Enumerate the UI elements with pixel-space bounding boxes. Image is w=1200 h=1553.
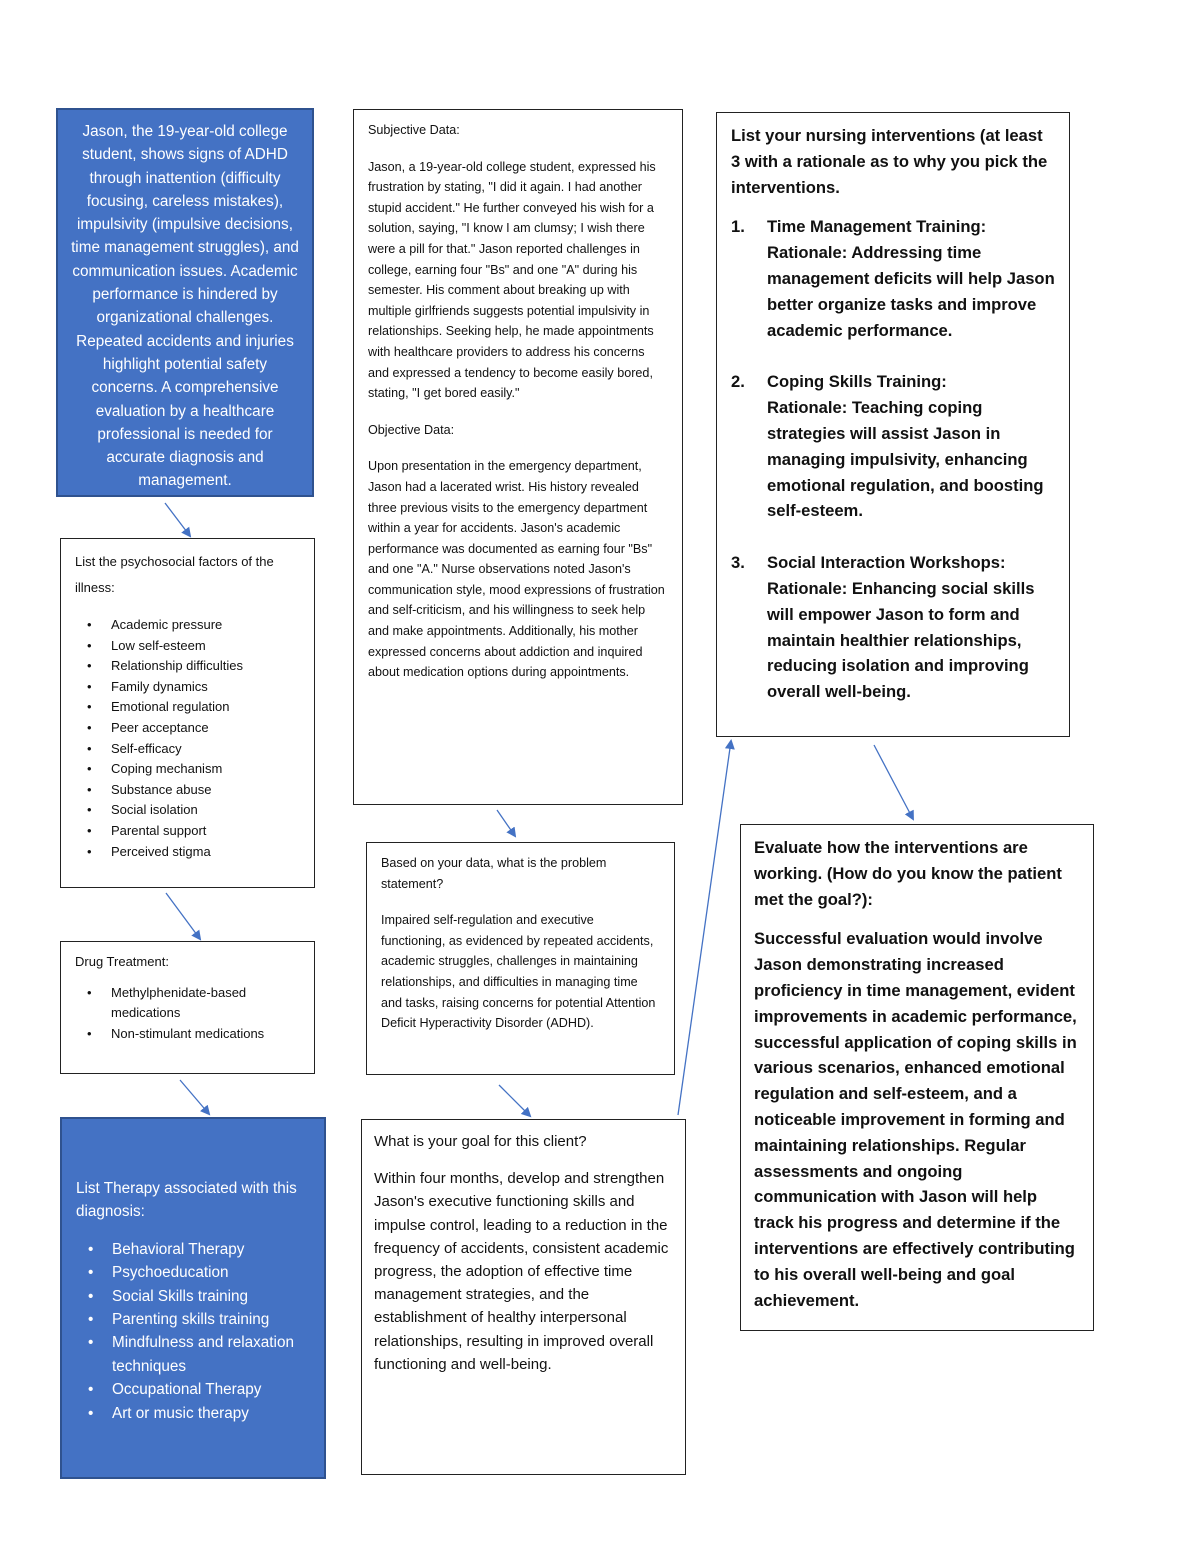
list-item: • Occupational Therapy xyxy=(76,1378,310,1401)
psychosocial-factors-box xyxy=(60,538,315,888)
assessment-data-box xyxy=(353,109,683,805)
list-item: • Relationship difficulties xyxy=(75,656,300,677)
arrow-problem-to-goal xyxy=(499,1085,530,1116)
list-item: • Social Skills training xyxy=(76,1285,310,1308)
goal-box xyxy=(361,1119,686,1475)
intervention-rationale: Rationale: Addressing time management deficits will help Jason better organize tasks and improve academic performance. xyxy=(767,243,1055,340)
arrow-factors-to-drug xyxy=(166,893,200,939)
intervention-title: Coping Skills Training: xyxy=(767,372,947,392)
drug-heading: Drug Treatment: xyxy=(75,954,169,969)
list-item: • Coping mechanism xyxy=(75,759,300,780)
interventions-heading: List your nursing interventions (at least 3 with a rationale as to why you pick the interventions. xyxy=(731,126,1048,197)
arrow-drug-to-therapy xyxy=(180,1080,209,1114)
list-item xyxy=(731,214,1055,343)
subjective-heading: Subjective Data: xyxy=(368,123,460,137)
factors-list xyxy=(75,615,300,862)
list-item: • Non-stimulant medications xyxy=(75,1024,300,1045)
list-item xyxy=(731,550,1055,705)
evaluation-question: Evaluate how the interventions are working. (How do you know the patient met the goal?): xyxy=(754,838,1062,909)
list-item xyxy=(731,369,1055,524)
evaluation-box xyxy=(740,824,1094,1331)
therapy-list xyxy=(76,1238,310,1425)
list-item: • Social isolation xyxy=(75,800,300,821)
therapy-box xyxy=(60,1117,326,1479)
goal-question: What is your goal for this client? xyxy=(374,1133,587,1150)
list-item: • Family dynamics xyxy=(75,677,300,698)
intervention-number: 1. xyxy=(731,217,745,237)
list-item: • Emotional regulation xyxy=(75,697,300,718)
problem-statement-box xyxy=(366,842,675,1075)
list-item: • Academic pressure xyxy=(75,615,300,636)
arrow-data-to-problem xyxy=(497,810,515,836)
arrow-interventions-to-evaluation xyxy=(874,745,913,819)
objective-text: Upon presentation in the emergency department, Jason had a lacerated wrist. His history revealed three previous visits to the emergency department within a year for accidents. Jason's academic performance was documented as earning four "Bs" and one "A." Nurse observations noted Jason's communication style, mood expressions of frustration and self-criticism, and his willingness to seek help and make appointments. Additionally, his mother expressed concerns about addiction and inquired about medication options during appointments. xyxy=(368,459,665,680)
intervention-rationale: Rationale: Enhancing social skills will empower Jason to form and maintain healthier relationships, reducing isolation and improving overall well-being. xyxy=(767,578,1035,702)
intervention-number: 3. xyxy=(731,553,745,573)
problem-answer: Impaired self-regulation and executive functioning, as evidenced by repeated accidents, academic struggles, challenges in maintaining relationships, and difficulties in managing time and tasks, raising concerns for potential Attention Deficit Hyperactivity Disorder (ADHD). xyxy=(381,913,656,1031)
list-item: • Perceived stigma xyxy=(75,842,300,863)
intervention-title: Social Interaction Workshops: xyxy=(767,553,1006,573)
factors-heading: List the psychosocial factors of the illness: xyxy=(75,554,274,595)
drug-list xyxy=(75,983,300,1045)
list-item: • Psychoeducation xyxy=(76,1261,310,1284)
list-item: • Mindfulness and relaxation techniques xyxy=(76,1331,310,1378)
arrow-summary-to-factors xyxy=(165,503,190,536)
evaluation-answer: Successful evaluation would involve Jason demonstrating increased proficiency in time management, evident improvements in academic performance, successful application of coping skills in various scenarios, enhanced emotional regulation and self-esteem, and a noticeable improvement in forming and maintaining relationships. Regular assessments and ongoing communication with Jason will help track his progress and determine if the interventions are effectively contributing to his overall well-being and goal achievement. xyxy=(754,929,1077,1310)
list-item: • Art or music therapy xyxy=(76,1402,310,1425)
list-item: • Parental support xyxy=(75,821,300,842)
intervention-rationale: Rationale: Teaching coping strategies will assist Jason in managing impulsivity, enhancing emotional regulation, and boosting self-esteem. xyxy=(767,398,1044,521)
drug-treatment-box xyxy=(60,941,315,1074)
list-item: • Parenting skills training xyxy=(76,1308,310,1331)
subjective-text: Jason, a 19-year-old college student, expressed his frustration by stating, "I did it again. I had another stupid accident." He further conveyed his wish for a solution, saying, "I know I am clumsy; I wish there were a pill for that." Jason reported challenges in college, earning four "Bs" and one "A" during his semester. His comment about breaking up with multiple girlfriends suggests potential impulsivity in relationships. Seeking help, he made appointments with healthcare providers to address his concerns and expressed a tendency to become easily bored, stating, "I get bored easily." xyxy=(368,159,656,401)
list-item: • Self-efficacy xyxy=(75,739,300,760)
summary-box xyxy=(56,108,314,497)
list-item: • Behavioral Therapy xyxy=(76,1238,310,1261)
intervention-number: 2. xyxy=(731,372,745,392)
therapy-heading: List Therapy associated with this diagnosis: xyxy=(76,1180,297,1221)
list-item: • Methylphenidate-based medications xyxy=(75,983,300,1024)
list-item: • Peer acceptance xyxy=(75,718,300,739)
interventions-list xyxy=(731,214,1055,705)
goal-answer: Within four months, develop and strengthen Jason's executive functioning skills and impulse control, leading to a reduction in the frequency of accidents, consistent academic progress, the adoption of effective time management strategies, and the establishment of healthy interpersonal relationships, resulting in improved overall functioning and well-being. xyxy=(374,1170,669,1373)
intervention-title: Time Management Training: xyxy=(767,217,987,237)
interventions-box xyxy=(716,112,1070,737)
objective-heading: Objective Data: xyxy=(368,422,455,437)
list-item: • Low self-esteem xyxy=(75,636,300,657)
list-item: • Substance abuse xyxy=(75,780,300,801)
problem-question: Based on your data, what is the problem statement? xyxy=(381,856,607,891)
arrow-goal-to-interventions xyxy=(678,741,731,1115)
summary-text: Jason, the 19-year-old college student, shows signs of ADHD through inattention (difficulty focusing, careless mistakes), impulsivity (impulsive decisions, time management struggles), and communication issues. Academic performance is hindered by organizational challenges. Repeated accidents and injuries highlight potential safety concerns. A comprehensive evaluation by a healthcare professional is needed for accurate diagnosis and management. xyxy=(71,123,299,490)
